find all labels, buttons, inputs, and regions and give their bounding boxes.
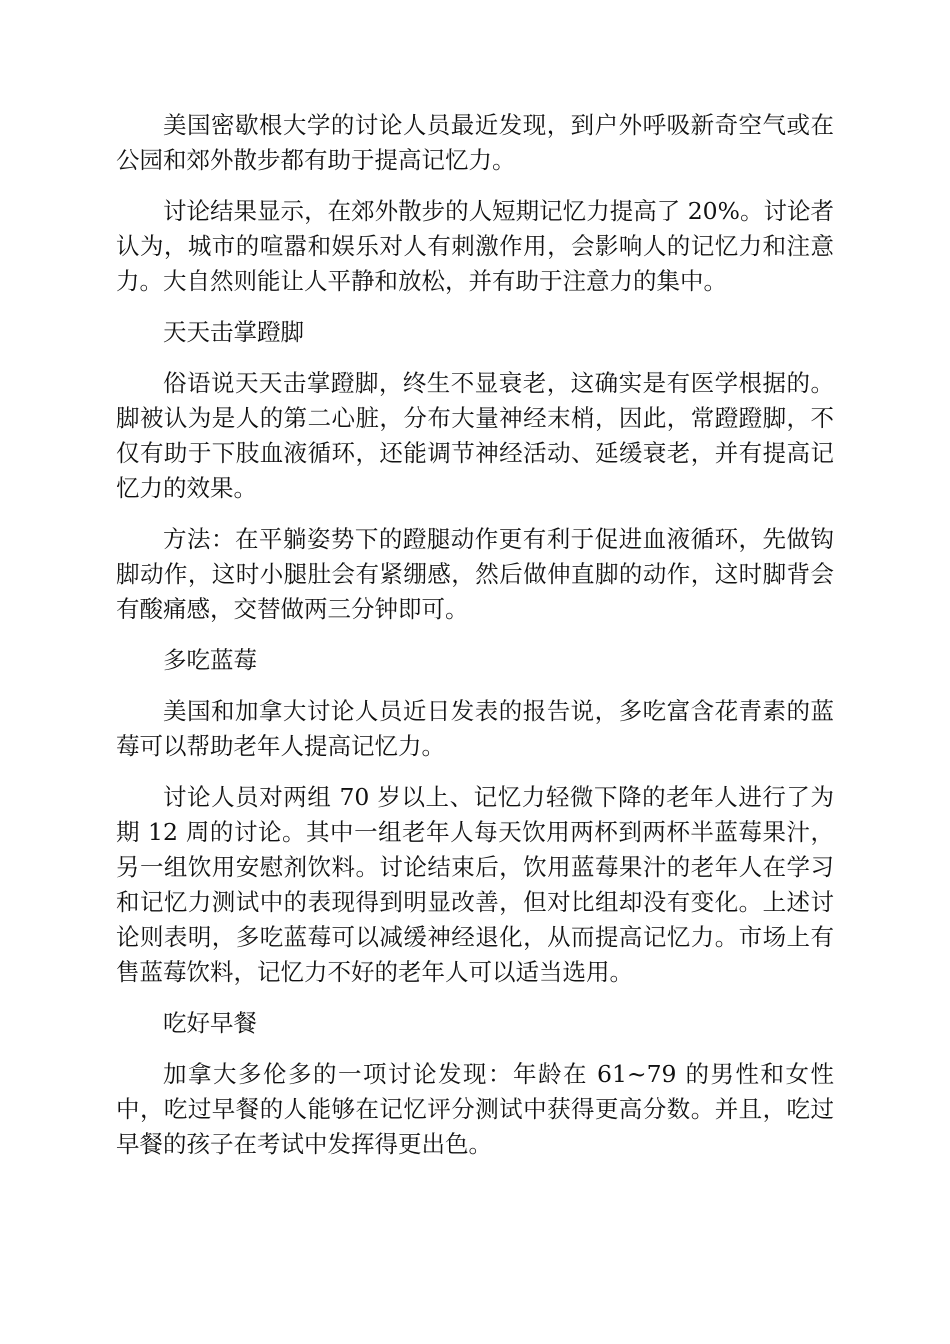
paragraph-breakfast-study: 加拿大多伦多的一项讨论发现：年龄在 61~79 的男性和女性中，吃过早餐的人能够在记忆评分测试中获得更高分数。并且，吃过早餐的孩子在考试中发挥得更出色。: [116, 1060, 834, 1158]
paragraph-walking-results: 讨论结果显示，在郊外散步的人短期记忆力提高了 20%。讨论者认为，城市的喧嚣和娱乐对人有刺激作用，会影响人的记忆力和注意力。大自然则能让人平静和放松，并有助于注意力的集中。: [116, 197, 834, 295]
section-heading-blueberries: 多吃蓝莓: [163, 646, 257, 674]
document-body: [116, 108, 834, 1178]
paragraph-blueberry-study: 讨论人员对两组 70 岁以上、记忆力轻微下降的老年人进行了为期 12 周的讨论。其中一组老年人每天饮用两杯到两杯半蓝莓果汁，另一组饮用安慰剂饮料。讨论结束后，饮用蓝莓果汁的老年人在学习和记忆力测试中的表现得到明显改善，但对比组却没有变化。上述讨论则表明，多吃蓝莓可以减缓神经退化，从而提高记忆力。市场上有售蓝莓饮料，记忆力不好的老年人可以适当选用。: [116, 783, 834, 986]
section-heading-breakfast: 吃好早餐: [163, 1009, 257, 1037]
paragraph-method: 方法：在平躺姿势下的蹬腿动作更有利于促进血液循环，先做钩脚动作，这时小腿肚会有紧绷感，然后做伸直脚的动作，这时脚背会有酸痛感，交替做两三分钟即可。: [116, 525, 834, 623]
paragraph-walking-research: 美国密歇根大学的讨论人员最近发现，到户外呼吸新奇空气或在公园和郊外散步都有助于提高记忆力。: [116, 111, 834, 174]
section-heading-clap-stomp: 天天击掌蹬脚: [163, 318, 304, 346]
paragraph-clap-stomp: 俗语说天天击掌蹬脚，终生不显衰老，这确实是有医学根据的。脚被认为是人的第二心脏，分布大量神经末梢，因此，常蹬蹬脚，不仅有助于下肢血液循环，还能调节神经活动、延缓衰老，并有提高记忆力的效果。: [116, 369, 834, 502]
paragraph-blueberry-report: 美国和加拿大讨论人员近日发表的报告说，多吃富含花青素的蓝莓可以帮助老年人提高记忆力。: [116, 697, 834, 760]
